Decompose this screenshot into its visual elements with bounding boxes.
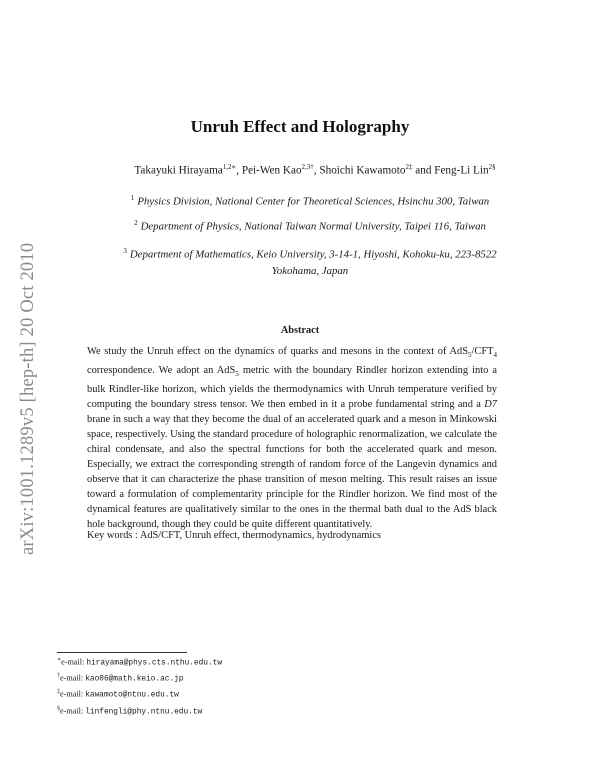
abstract-math: D7 — [484, 399, 497, 411]
author-mark: 2§ — [488, 163, 496, 171]
author-name: Takayuki Hirayama — [134, 164, 223, 177]
footnote-mark: § — [57, 705, 60, 712]
affiliation-text-line2: Yokohama, Japan — [271, 264, 349, 277]
affiliation-text: Physics Division, National Center for Theoretical Sciences, Hsinchu 300, Taiwan — [137, 195, 490, 208]
keywords: Key words : AdS/CFT, Unruh effect, thermodynamics, hydrodynamics — [87, 530, 381, 541]
footnote-email[interactable]: kao06@math.keio.ac.jp — [85, 675, 184, 684]
abstract-subscript: 5 — [235, 370, 239, 379]
abstract-text: We study the Unruh effect on the dynamics of quarks and mesons in the context of AdS — [87, 346, 469, 357]
footnote-email[interactable]: kawamoto@ntnu.edu.tw — [85, 692, 179, 701]
abstract-text: brane in such a way that they become the dual of an accelerated quark and a meson in Minkowski space, respectively. Using the standard procedure of holographic renormalization, we calculate the chiral condensate, and also the spectral functions for both the accelerated quark and meson. Especially, we extract the corresponding strength of random force of the Langevin dynamics and observe that it can characterize the phase transition of meson melting. This result raises an issue toward a formulation of complementarity principle for the Rindler horizon. We find most of the dynamical features are qualitatively similar to the ones in the thermal bath dual to the AdS black hole background, though they could be quite different quantitatively. — [87, 414, 497, 531]
abstract-subscript: 4 — [493, 351, 497, 360]
author-list — [85, 163, 545, 177]
footnote-divider — [57, 652, 187, 653]
arxiv-identifier: arXiv:1001.1289v5 [hep-th] 20 Oct 2010 — [18, 242, 38, 555]
footnote — [57, 686, 457, 702]
footnote-mark: ‡ — [57, 689, 60, 696]
footnote-mark: ∗ — [57, 657, 62, 663]
author-mark: 1,2∗ — [222, 163, 237, 171]
affiliation-text: Department of Physics, National Taiwan Normal University, Taipei 116, Taiwan — [140, 220, 486, 233]
footnote-email[interactable]: hirayama@phys.cts.nthu.edu.tw — [86, 659, 223, 668]
abstract-subscript: 5 — [468, 351, 472, 360]
author-name: Feng-Li Lin — [434, 164, 489, 177]
abstract-heading: Abstract — [280, 325, 320, 336]
abstract-text: /CFT — [471, 346, 494, 357]
footnote-mark: † — [57, 673, 60, 680]
abstract-text: correspondence. We adopt an AdS — [87, 365, 236, 377]
footnote — [57, 703, 457, 719]
author-name: Shoichi Kawamoto — [319, 164, 406, 177]
author-mark: 2,3† — [301, 163, 314, 171]
abstract-body — [87, 344, 497, 532]
footnote — [57, 654, 457, 670]
affiliation-number: 2 — [134, 219, 138, 227]
footnote-label: e-mail: — [60, 690, 86, 700]
footnote — [57, 670, 457, 686]
author-separator: , — [313, 164, 320, 177]
affiliation-number: 1 — [130, 194, 135, 202]
affiliation — [70, 243, 550, 279]
affiliation-number: 3 — [123, 247, 127, 255]
affiliation — [70, 219, 550, 233]
footnote-label: e-mail: — [60, 673, 86, 683]
author-mark: 2‡ — [405, 163, 413, 171]
abstract-text: metric with the boundary Rindler horizon extending into a bulk Rindler-like horizon, which yields the thermodynamics with Unruh temperature verified by computing the boundary stress tensor. We then embed in it a probe fundamental string and a — [87, 365, 497, 411]
affiliation — [70, 194, 550, 208]
paper-title: Unruh Effect and Holography — [190, 117, 410, 136]
footnote-label: e-mail: — [60, 706, 86, 716]
author-separator: , — [236, 164, 242, 177]
footnotes — [57, 654, 457, 719]
author-separator: and — [412, 164, 435, 177]
author-name: Pei-Wen Kao — [241, 164, 302, 177]
affiliation-text: Department of Mathematics, Keio University, 3-14-1, Hiyoshi, Kohoku-ku, 223-8522 — [129, 248, 497, 261]
footnote-email[interactable]: linfengli@phy.ntnu.edu.tw — [85, 708, 203, 717]
footnote-label: e-mail: — [61, 657, 87, 667]
